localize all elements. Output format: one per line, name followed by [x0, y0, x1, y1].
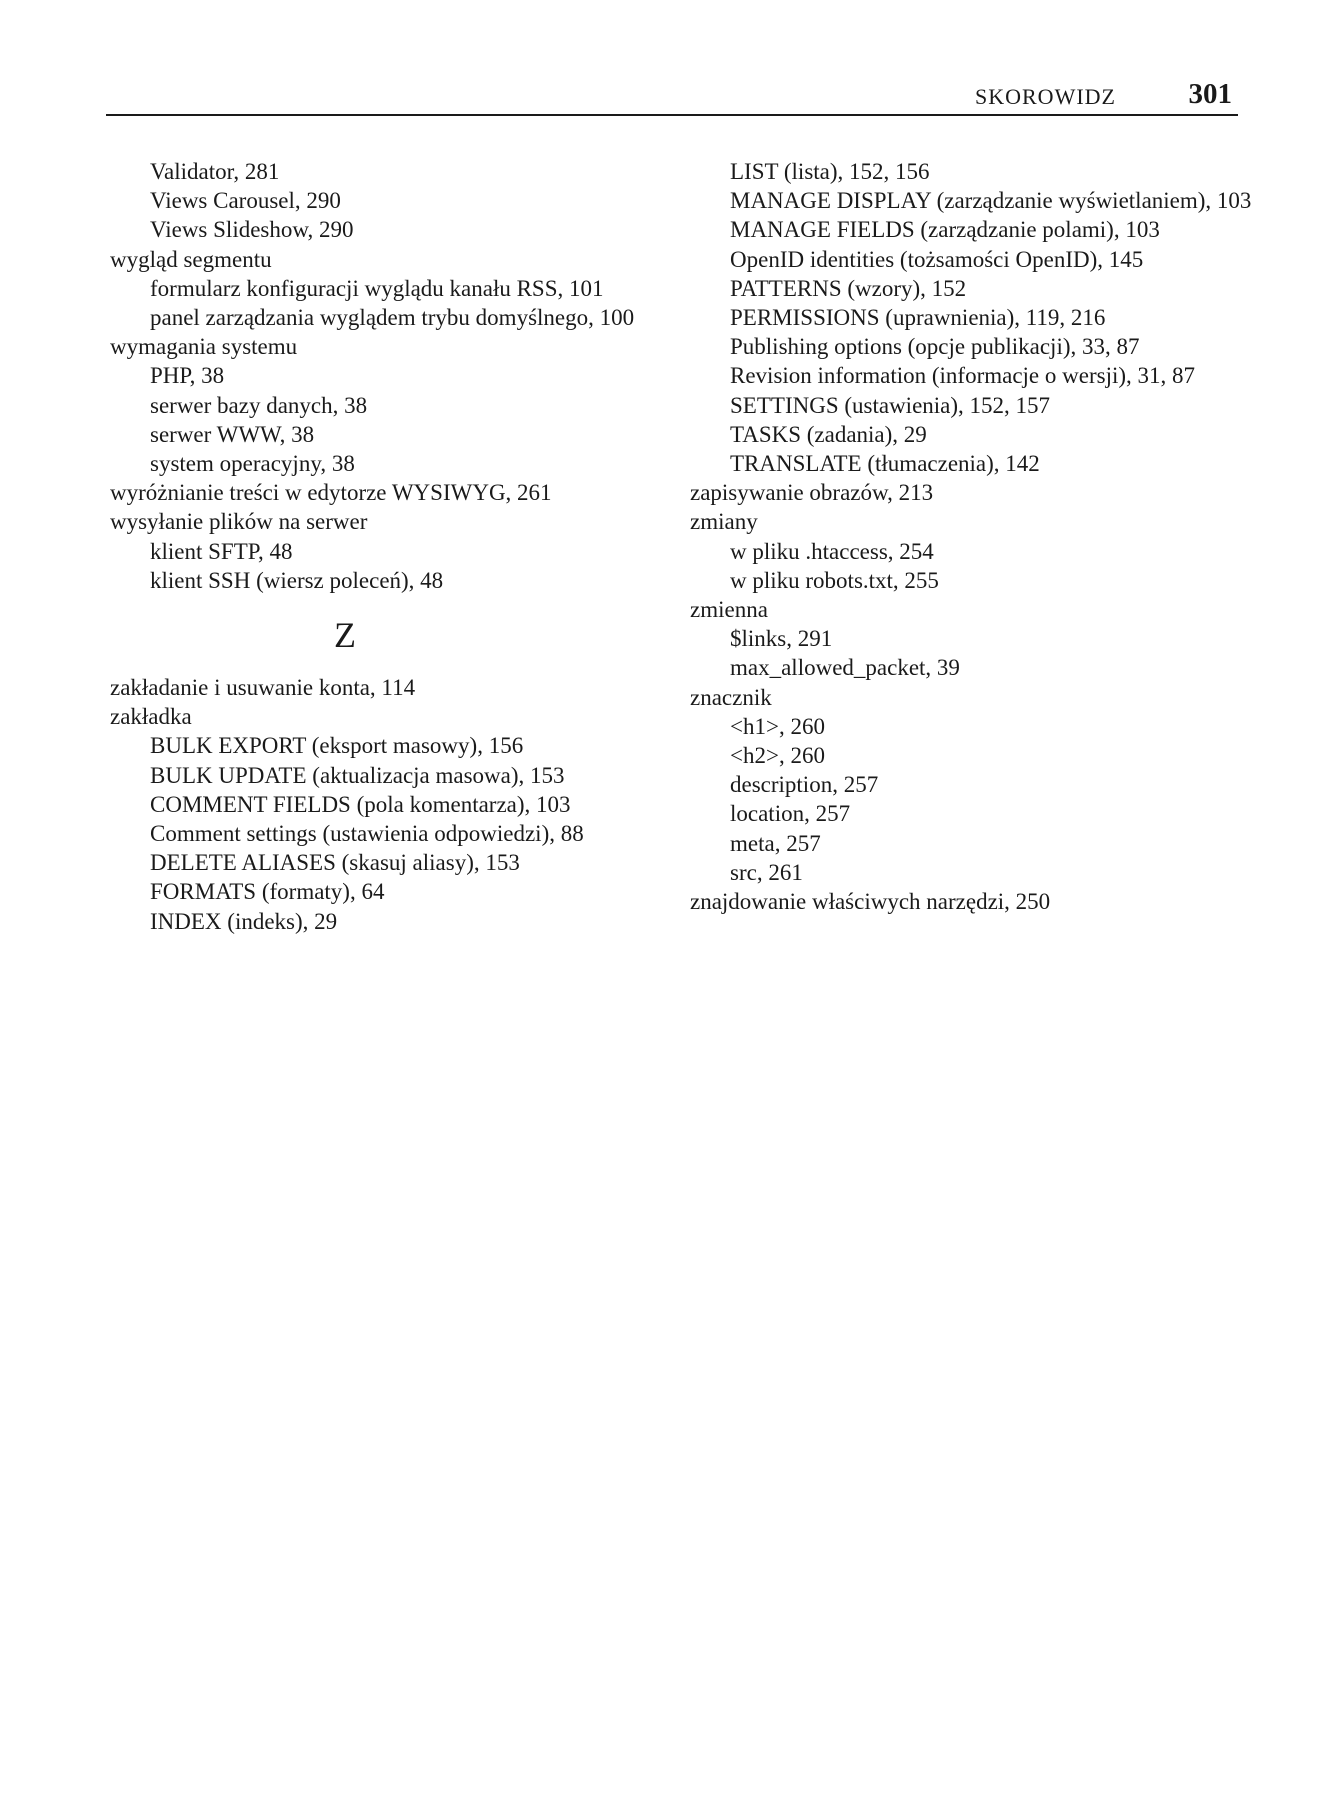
index-entries-right [690, 157, 1250, 916]
index-subentry: Validator, 281 [150, 159, 280, 184]
index-subentry: panel zarządzania wyglądem trybu domyślnego, 100 [150, 305, 635, 331]
page-number: 301 [1188, 78, 1232, 110]
page-header [106, 78, 1238, 116]
index-subentry: DELETE ALIASES (skasuj aliasy), 153 [150, 850, 520, 876]
index-subentry: BULK EXPORT (eksport masowy), 156 [150, 733, 524, 759]
index-subentry: formularz konfiguracji wyglądu kanału RSS, 101 [150, 275, 604, 301]
index-entry: znajdowanie właściwych narzędzi, 250 [690, 889, 1051, 915]
index-subentry: klient SFTP, 48 [150, 538, 293, 564]
index-entry: wymagania systemu [110, 334, 298, 360]
index-subentry: Revision information (informacje o wersji), 31, 87 [730, 363, 1196, 389]
index-column-left [110, 157, 670, 936]
index-subentry: COMMENT FIELDS (pola komentarza), 103 [150, 791, 571, 817]
section-letter: Z [334, 615, 356, 656]
index-subentry: description, 257 [730, 772, 879, 798]
index-entry: znacznik [690, 684, 772, 710]
index-subentry: MANAGE DISPLAY (zarządzanie wyświetlaniem), 103 [730, 188, 1252, 214]
running-title: SKOROWIDZ [975, 84, 1116, 109]
index-subentry: meta, 257 [730, 830, 821, 856]
index-subentry: klient SSH (wiersz poleceń), 48 [150, 567, 444, 593]
index-subentry: Views Carousel, 290 [150, 188, 341, 214]
index-subentry: Views Slideshow, 290 [150, 217, 354, 243]
index-subentry: location, 257 [730, 801, 851, 827]
index-column-right [690, 157, 1250, 916]
index-subentry: INDEX (indeks), 29 [150, 908, 338, 934]
index-subentry: LIST (lista), 152, 156 [730, 159, 930, 184]
index-subentry: TASKS (zadania), 29 [730, 421, 927, 447]
index-subentry: w pliku .htaccess, 254 [730, 538, 934, 564]
index-subentry: Comment settings (ustawienia odpowiedzi), 88 [150, 821, 584, 847]
index-entry: zmienna [690, 597, 768, 623]
index-subentry: MANAGE FIELDS (zarządzanie polami), 103 [730, 217, 1160, 243]
index-subentry: PATTERNS (wzory), 152 [730, 275, 967, 301]
index-entry: wyróżnianie treści w edytorze WYSIWYG, 261 [110, 480, 552, 506]
index-subentry: SETTINGS (ustawienia), 152, 157 [730, 392, 1051, 418]
index-subentry: Publishing options (opcje publikacji), 33, 87 [730, 334, 1140, 360]
index-subentry: max_allowed_packet, 39 [730, 655, 960, 681]
index-subentry: system operacyjny, 38 [150, 451, 355, 477]
index-subentry: serwer WWW, 38 [150, 421, 315, 447]
index-subentry: w pliku robots.txt, 255 [730, 567, 939, 593]
index-entry: zakładka [110, 704, 192, 730]
index-subentry: PHP, 38 [150, 363, 225, 389]
index-subentry: <h2>, 260 [730, 743, 825, 769]
index-subentry: <h1>, 260 [730, 713, 825, 739]
index-subentry: BULK UPDATE (aktualizacja masowa), 153 [150, 762, 565, 788]
index-subentry: serwer bazy danych, 38 [150, 392, 368, 418]
index-subentry: src, 261 [730, 859, 803, 885]
index-entry: wysyłanie plików na serwer [110, 509, 368, 535]
index-subentry: $links, 291 [730, 626, 833, 652]
index-subentry: TRANSLATE (tłumaczenia), 142 [730, 451, 1040, 477]
index-subentry: PERMISSIONS (uprawnienia), 119, 216 [730, 305, 1106, 331]
index-entries-top [110, 157, 670, 595]
index-subentry: OpenID identities (tożsamości OpenID), 145 [730, 246, 1144, 272]
index-entries-bottom [110, 673, 670, 936]
index-entry: wygląd segmentu [110, 246, 272, 272]
index-subentry: FORMATS (formaty), 64 [150, 879, 385, 905]
index-entry: zapisywanie obrazów, 213 [690, 480, 934, 506]
index-entry: zmiany [690, 509, 758, 535]
index-entry: zakładanie i usuwanie konta, 114 [110, 675, 416, 701]
